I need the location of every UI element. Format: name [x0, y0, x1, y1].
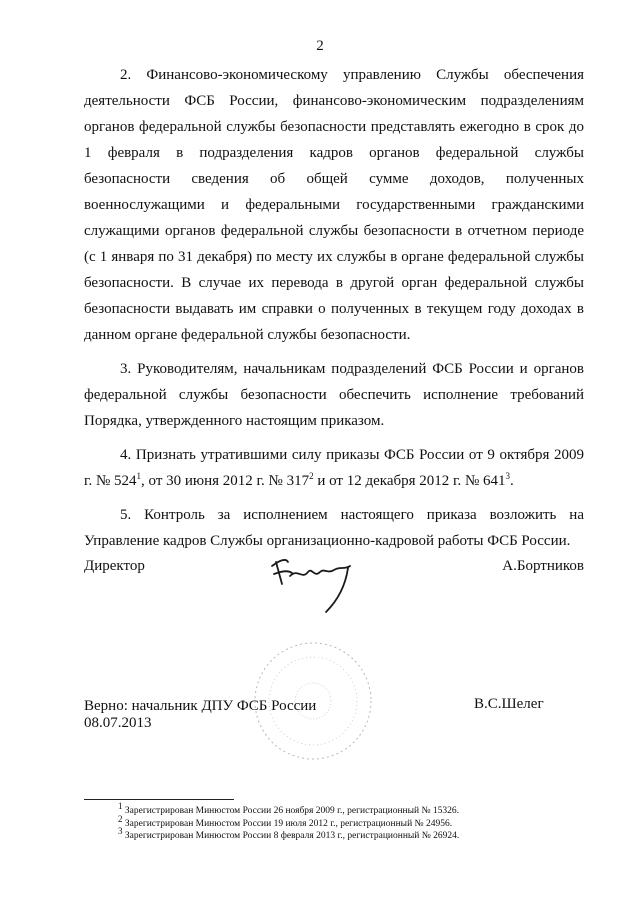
- paragraph-3: 3. Руководителям, начальникам подразделений ФСБ России и органов федеральной службы безопасности обеспечить исполнение требований Порядка, утвержденного настоящим приказом.: [84, 361, 584, 429]
- footnote-mark-1: 1: [118, 800, 123, 811]
- director-name: А.Бортников: [502, 558, 584, 574]
- paragraph-4-text-1: 4. Признать утратившими силу приказы ФСБ России от 9 октября 2009 г. № 524: [84, 447, 584, 489]
- footnote-text-1: Зарегистрирован Минюстом России 26 ноября 2009 г., регистрационный № 15326.: [124, 806, 460, 816]
- certification-name: В.С.Шелег: [474, 696, 544, 712]
- footnote-mark-2: 2: [118, 813, 123, 824]
- certification-block: [84, 698, 316, 732]
- footnote-mark-3: 3: [118, 825, 123, 836]
- handwritten-signature: [262, 540, 362, 620]
- paragraph-4-text-4: .: [510, 473, 514, 489]
- footnotes: [118, 800, 460, 843]
- paragraph-4-text-2: , от 30 июня 2012 г. № 317: [141, 473, 310, 489]
- page-number: 2: [316, 38, 324, 54]
- certification-date: 08.07.2013: [84, 715, 152, 731]
- footnote-ref-3: 3: [505, 471, 511, 481]
- footnote-ref-2: 2: [309, 471, 314, 481]
- footnote-divider: [84, 799, 234, 800]
- footnote-3: [118, 825, 460, 843]
- paragraph-2: 2. Финансово-экономическому управлению Службы обеспечения деятельности ФСБ России, финансово-экономическим подразделениям органов федеральной службы безопасности представлять ежегодно в срок до 1 февраля в подразделения кадров органов федеральной службы безопасности сведения об общей сумме доходов, полученных военнослужащими и федеральными государственными гражданскими служащими органов федеральной службы безопасности в отчетном периоде (с 1 января по 31 декабря) по месту их службы в органе федеральной службы безопасности. В случае их перевода в другой орган федеральной службы безопасности выдавать им справки о полученных в текущем году доходах в данном органе федеральной службы безопасности.: [84, 67, 584, 343]
- document-body: [84, 62, 584, 562]
- footnote-ref-1: 1: [136, 471, 142, 481]
- footnote-text-2: Зарегистрирован Минюстом России 19 июля 2012 г., регистрационный № 24956.: [124, 818, 453, 829]
- paragraph-4: [84, 442, 584, 494]
- director-title: Директор: [84, 558, 145, 574]
- footnote-text-3: Зарегистрирован Минюстом России 8 февраля 2013 г., регистрационный № 26924.: [124, 831, 460, 841]
- certification-line: Верно: начальник ДПУ ФСБ России: [84, 698, 317, 714]
- paragraph-5: 5. Контроль за исполнением настоящего приказа возложить на Управление кадров Службы организационно-кадровой работы ФСБ России.: [84, 507, 584, 549]
- footnote-1: [118, 800, 460, 818]
- paragraph-4-text-3: и от 12 декабря 2012 г. № 641: [313, 473, 506, 489]
- footnote-2: [118, 813, 459, 831]
